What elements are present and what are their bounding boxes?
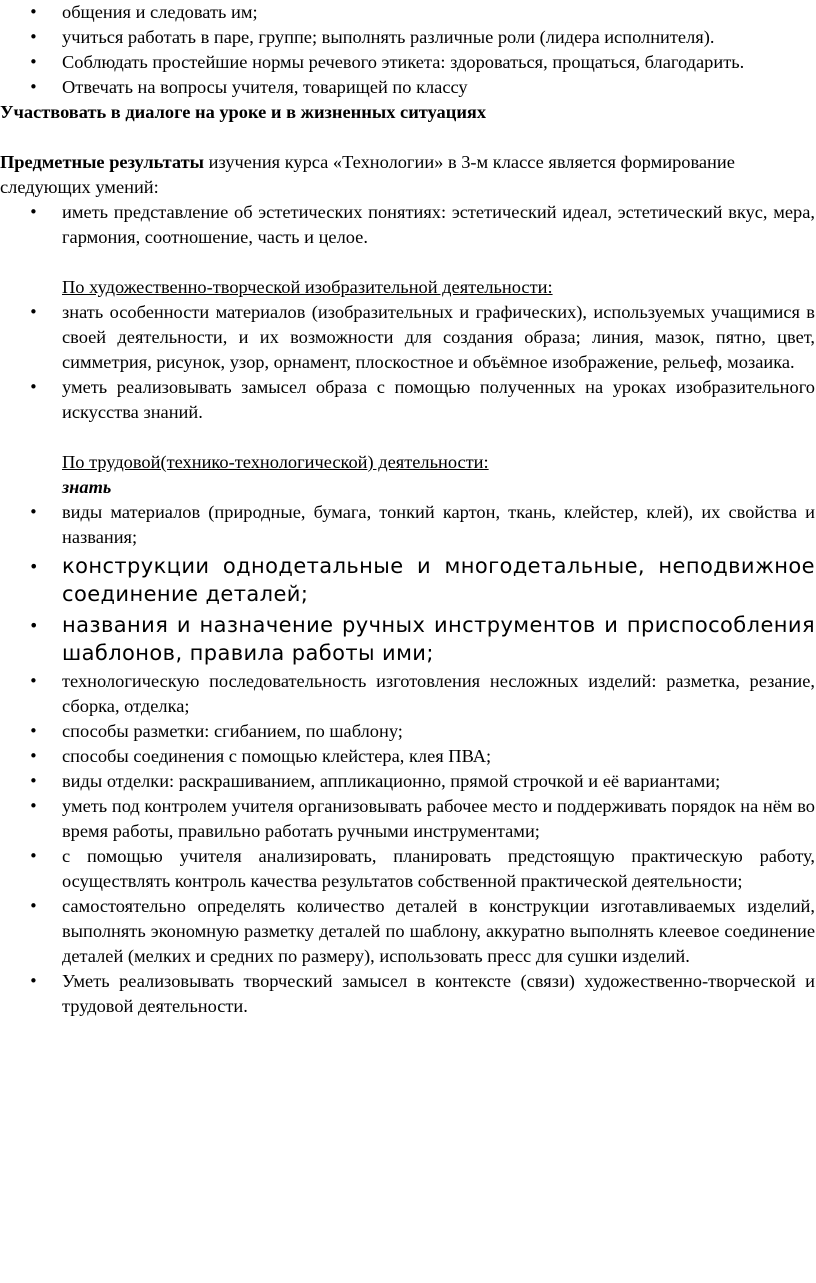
labor-section-heading: По трудовой(технико-технологической) деятельности: [62, 452, 489, 472]
subject-results-title: Предметные результаты [0, 152, 205, 172]
bullet-icon: • [29, 847, 38, 865]
bullet-icon: • [29, 203, 38, 221]
know-label: знать [62, 477, 112, 497]
bullet-icon: • [29, 78, 38, 96]
bullet-icon: • [29, 503, 38, 521]
list-item: • уметь реализовывать замысел образа с помощью полученных на уроках изобразительного искусства знаний. [29, 377, 815, 422]
list-item: • знать особенности материалов (изобразительных и графических), используемых учащимися в своей деятельности, и их возможности для создания образа; линия, мазок, пятно, цвет, симметрия, рисунок, узор, орнамент, плоскостное и объёмное изображение, рельеф, мозаика. [29, 302, 815, 372]
bullet-icon: • [29, 972, 38, 990]
bullet-icon: • [29, 772, 38, 790]
bullet-icon: • [29, 897, 38, 915]
bullet-icon: • [29, 3, 38, 21]
dialog-heading: Участвовать в диалоге на уроке и в жизненных ситуациях [0, 102, 487, 122]
bullet-icon: • [29, 28, 38, 46]
list-item: • иметь представление об эстетических понятиях: эстетический идеал, эстетический вкус, мера, гармония, соотношение, часть и целое. [29, 202, 815, 247]
aesthetic-list [0, 200, 816, 250]
labor-list-b [0, 669, 816, 1019]
bullet-icon: • [29, 797, 38, 815]
list-item: • способы соединения с помощью клейстера, клея ПВА; [0, 744, 816, 769]
list-item: • названия и назначение ручных инструментов и приспособления шаблонов, правила работы ими; [29, 613, 815, 665]
bullet-icon: • [29, 378, 38, 396]
spacer [0, 250, 816, 275]
bullet-icon: • [29, 557, 39, 576]
list-item: • уметь под контролем учителя организовывать рабочее место и поддерживать порядок на нём во время работы, правильно работать ручными инструментами; [29, 796, 815, 841]
bullet-icon: • [29, 747, 38, 765]
art-section-heading: По художественно-творческой изобразительной деятельности: [62, 277, 553, 297]
bullet-icon: • [29, 672, 38, 690]
art-list [0, 300, 816, 425]
list-item: • учиться работать в паре, группе; выполнять различные роли (лидера исполнителя). [0, 25, 816, 50]
list-item: • виды материалов (природные, бумага, тонкий картон, ткань, клейстер, клей), их свойства и названия; [29, 502, 815, 547]
bullet-icon: • [29, 616, 39, 635]
labor-list-a [0, 500, 816, 550]
list-item: • конструкции однодетальные и многодетальные, неподвижное соединение деталей; [29, 554, 815, 606]
list-item: • Уметь реализовывать творческий замысел в контексте (связи) художественно-творческой и трудовой деятельности. [29, 971, 815, 1016]
list-item: • общения и следовать им; [0, 0, 816, 25]
list-item: • виды отделки: раскрашиванием, аппликационно, прямой строчкой и её вариантами; [0, 769, 816, 794]
labor-list-wide [0, 552, 816, 667]
list-item: • способы разметки: сгибанием, по шаблону; [0, 719, 816, 744]
subject-results-paragraph [0, 150, 816, 200]
list-item: • технологическую последовательность изготовления несложных изделий: разметка, резание, сборка, отделка; [29, 671, 815, 716]
list-item: • Отвечать на вопросы учителя, товарищей по классу [0, 75, 816, 100]
list-item: • Соблюдать простейшие нормы речевого этикета: здороваться, прощаться, благодарить. [0, 50, 816, 75]
spacer [0, 125, 816, 150]
list-item: • самостоятельно определять количество деталей в конструкции изготавливаемых изделий, выполнять экономную разметку деталей по шаблону, аккуратно выполнять клеевое соединение деталей (мелких и средних по размеру), использовать пресс для сушки изделий. [29, 896, 815, 966]
bullet-icon: • [29, 303, 38, 321]
bullet-icon: • [29, 53, 38, 71]
list-item: • с помощью учителя анализировать, планировать предстоящую практическую работу, осуществлять контроль качества результатов собственной практической деятельности; [29, 846, 815, 891]
bullet-icon: • [29, 722, 38, 740]
spacer [0, 425, 816, 450]
subject-results-text: изучения курса «Технологии» в 3-м классе является формирование следующих умений: [0, 152, 735, 197]
top-bullet-list [0, 0, 816, 100]
